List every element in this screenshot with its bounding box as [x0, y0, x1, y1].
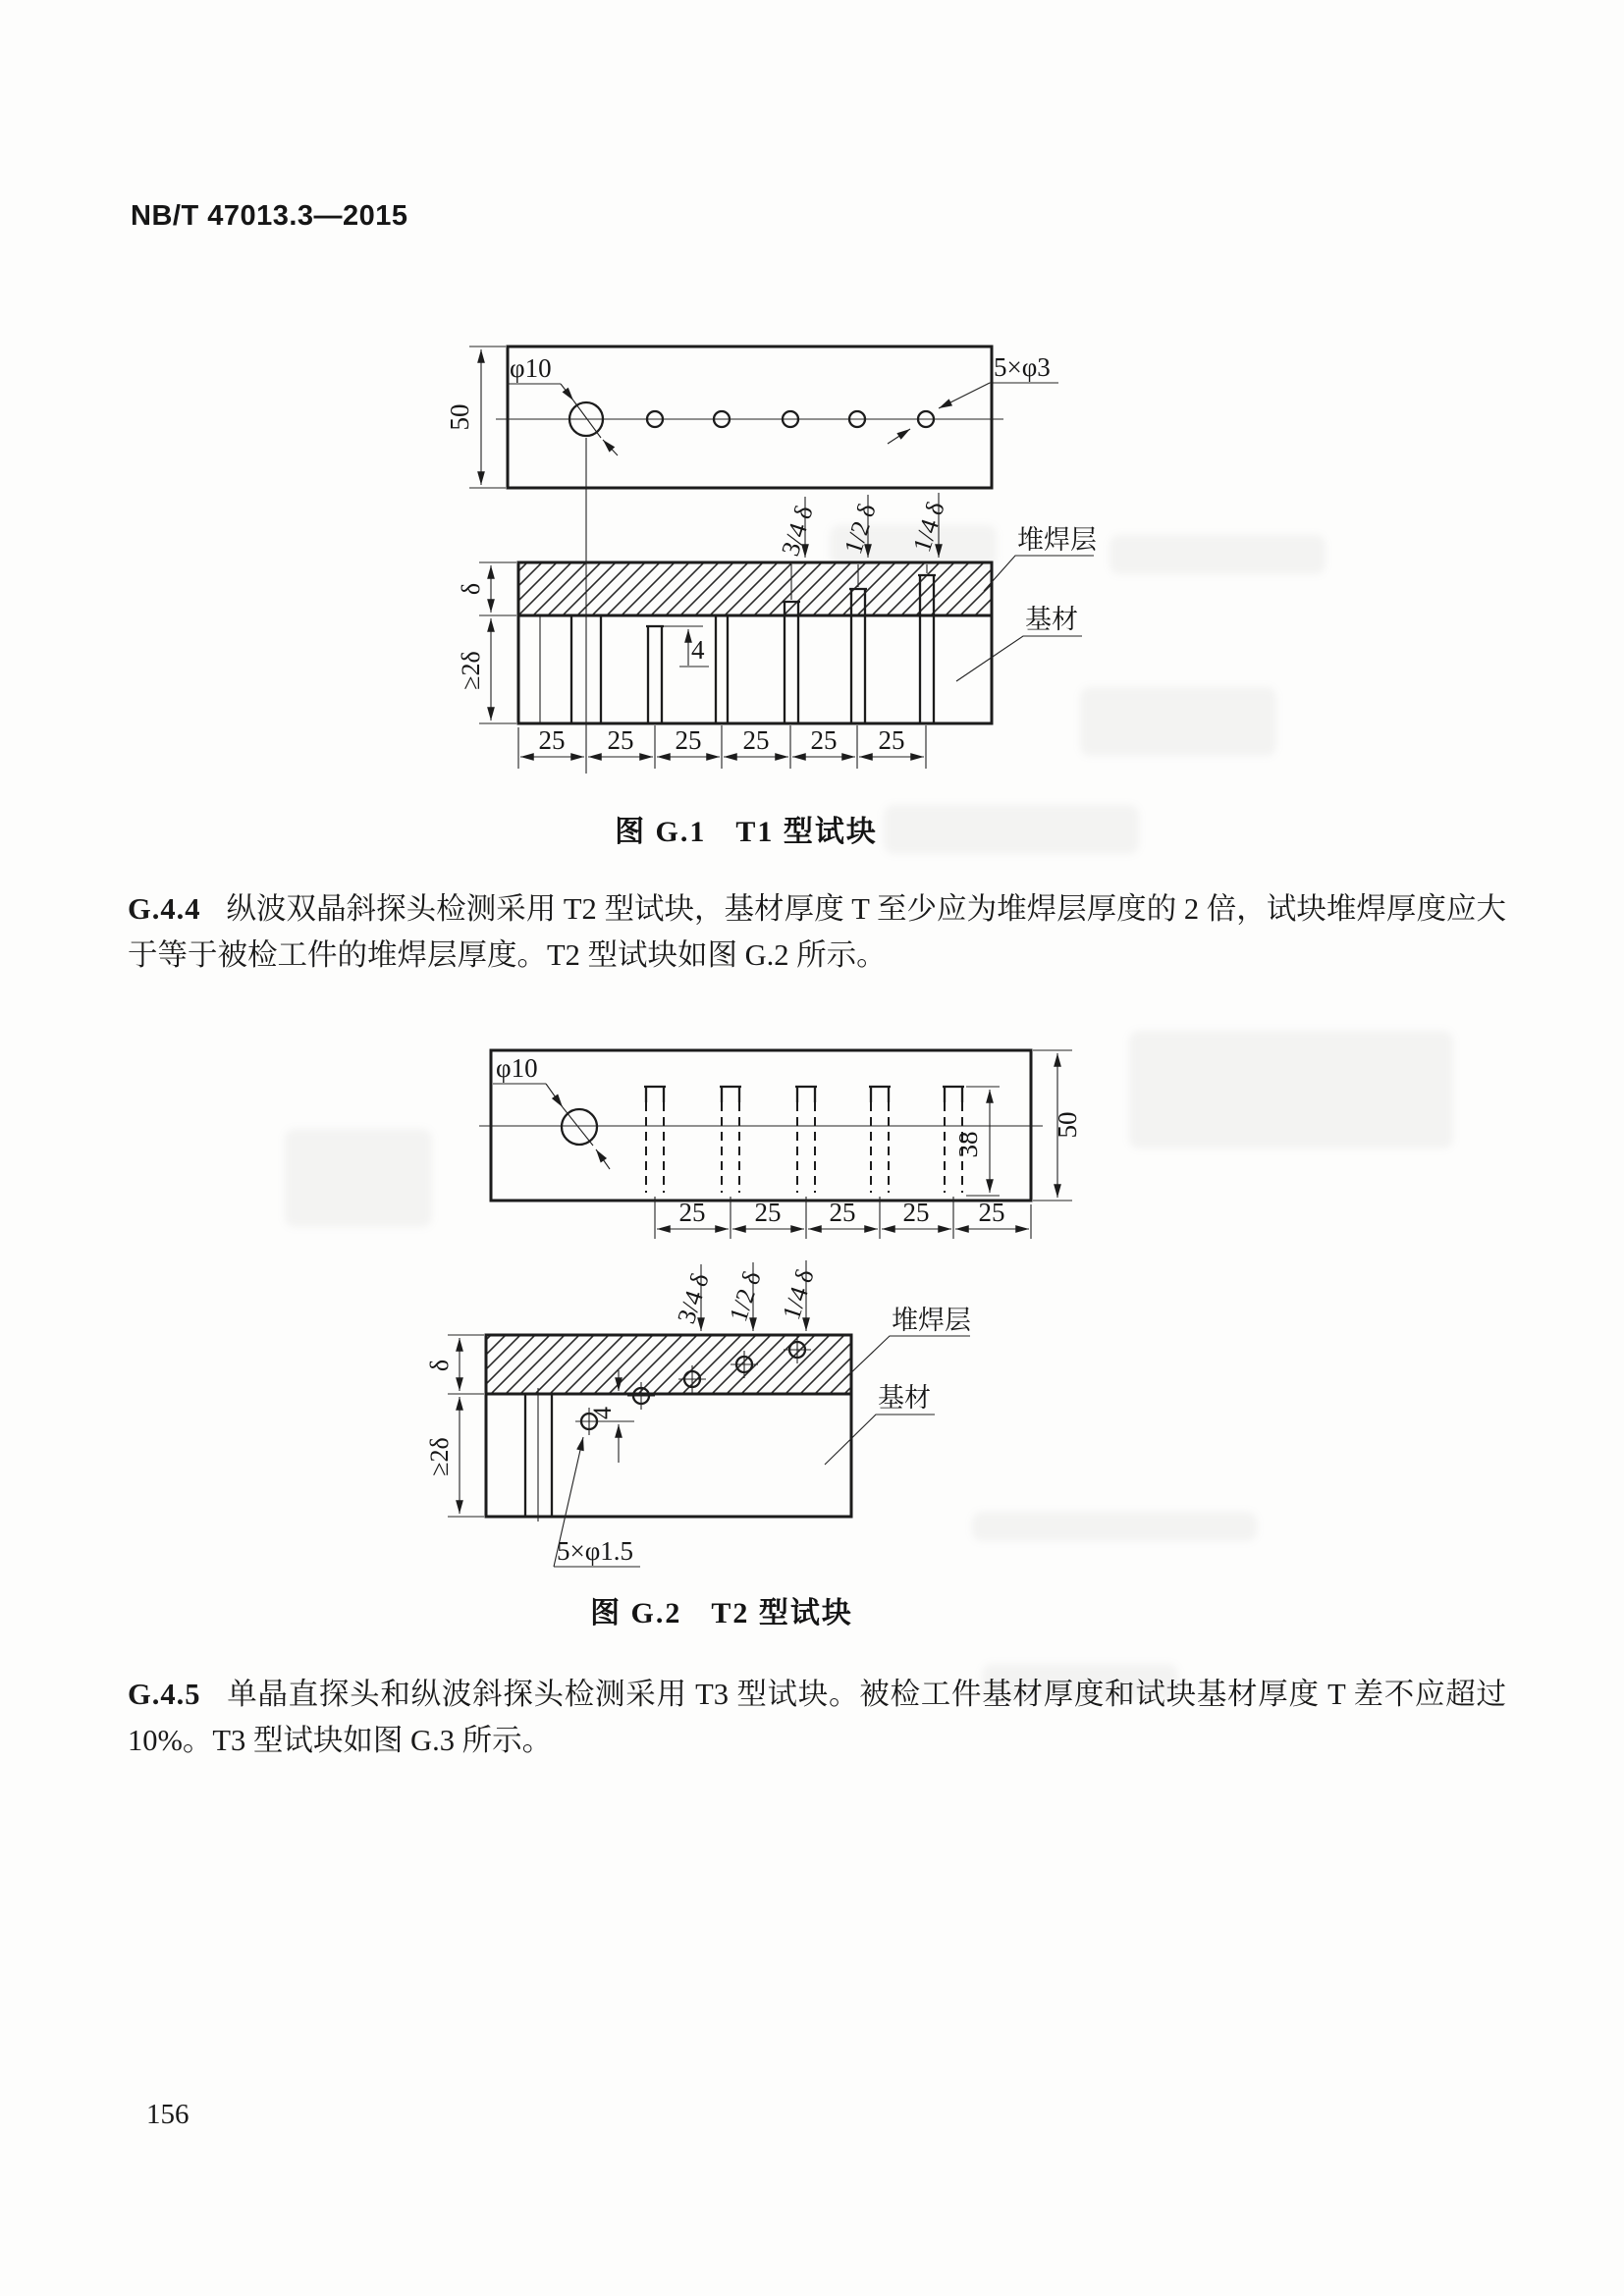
g2-5xphi15-label: 5×φ1.5 — [557, 1536, 634, 1566]
g2-spacing-dim: 25 — [902, 1198, 930, 1227]
g1-base-label: 基材 — [1025, 605, 1078, 634]
g1-width-dim: 50 — [445, 403, 474, 431]
figure1-caption-number: 图 G.1 — [615, 816, 707, 848]
g2-depth-1-4: 1/4 δ — [777, 1265, 820, 1323]
g2-spacing-dim: 25 — [754, 1198, 782, 1227]
figure-g2-top-view — [479, 1050, 1082, 1239]
g2-phi10-label: φ10 — [496, 1053, 538, 1083]
g2-base-label: 基材 — [878, 1383, 931, 1413]
g1-dim-4: 4 — [691, 635, 705, 665]
g2-depth-1-2: 1/2 δ — [724, 1267, 767, 1325]
g2-overlay-thickness: δ — [425, 1359, 454, 1372]
g1-overlay-label: 堆焊层 — [1017, 525, 1097, 555]
g2-spacing-dim: 25 — [829, 1198, 856, 1227]
figure2-caption-number: 图 G.2 — [590, 1597, 682, 1629]
figure-g1-top-view — [445, 347, 1058, 488]
g1-spacing-dim: 25 — [742, 725, 770, 755]
g1-spacing-dim: 25 — [810, 725, 838, 755]
g1-base-thickness: ≥2δ — [457, 651, 485, 690]
paragraph-g44 — [128, 886, 1506, 979]
g2-hidden-hole — [720, 1087, 741, 1239]
g1-depth-1-4: 1/4 δ — [907, 498, 950, 556]
figure1-caption-title: T1 型试块 — [735, 816, 878, 848]
paragraph-g45 — [128, 1672, 1506, 1764]
g1-depth-1-2: 1/2 δ — [839, 500, 882, 558]
g2-spacing-dim: 25 — [978, 1198, 1005, 1227]
g1-5xphi3-label: 5×φ3 — [994, 352, 1051, 382]
standard-number: NB/T 47013.3—2015 — [131, 200, 408, 232]
g2-overlay-layer — [486, 1335, 851, 1394]
g2-hidden-hole — [869, 1087, 891, 1239]
g2-hole-length-dim: 38 — [953, 1131, 983, 1158]
figure2-caption — [481, 1588, 962, 1631]
g1-spacing-dim: 25 — [607, 725, 634, 755]
g2-spacing-dim: 25 — [678, 1198, 706, 1227]
page-number: 156 — [146, 2099, 189, 2130]
g2-overlay-label: 堆焊层 — [892, 1306, 971, 1335]
g1-spacing-dim: 25 — [675, 725, 702, 755]
g2-dim-4: 4 — [588, 1407, 617, 1419]
figure-g2-section-view — [425, 1260, 971, 1567]
g2-hidden-hole — [644, 1087, 666, 1239]
clause-number-g45: G.4.5 — [128, 1678, 201, 1711]
clause-text-g44: 纵波双晶斜探头检测采用 T2 型试块，基材厚度 T 至少应为堆焊层厚度的 2 倍，试块堆焊厚度应大于等于被检工件的堆焊层厚度。T2 型试块如图 G.2 所示。 — [128, 892, 1506, 972]
g2-hidden-hole — [943, 1087, 964, 1239]
g1-depth-3-4: 3/4 δ — [776, 502, 819, 560]
g1-spacing-dim: 25 — [538, 725, 566, 755]
g1-phi10-label: φ10 — [510, 353, 552, 383]
g1-overlay-thickness: δ — [457, 582, 485, 596]
clause-text-g45: 单晶直探头和纵波斜探头检测采用 T3 型试块。被检工件基材厚度和试块基材厚度 T 差不应超过 10%。T3 型试块如图 G.3 所示。 — [128, 1678, 1506, 1757]
g2-width-dim: 50 — [1053, 1111, 1082, 1139]
clause-number-g44: G.4.4 — [128, 892, 201, 926]
figure2-caption-title: T2 型试块 — [711, 1597, 853, 1629]
g2-depth-3-4: 3/4 δ — [672, 1269, 715, 1327]
g2-phi10-hole — [562, 1109, 597, 1145]
g2-hidden-hole — [795, 1087, 817, 1239]
figure1-caption — [506, 807, 987, 850]
g2-base-thickness: ≥2δ — [425, 1437, 454, 1476]
g2-base-metal — [486, 1394, 851, 1517]
g1-spacing-dim: 25 — [878, 725, 905, 755]
